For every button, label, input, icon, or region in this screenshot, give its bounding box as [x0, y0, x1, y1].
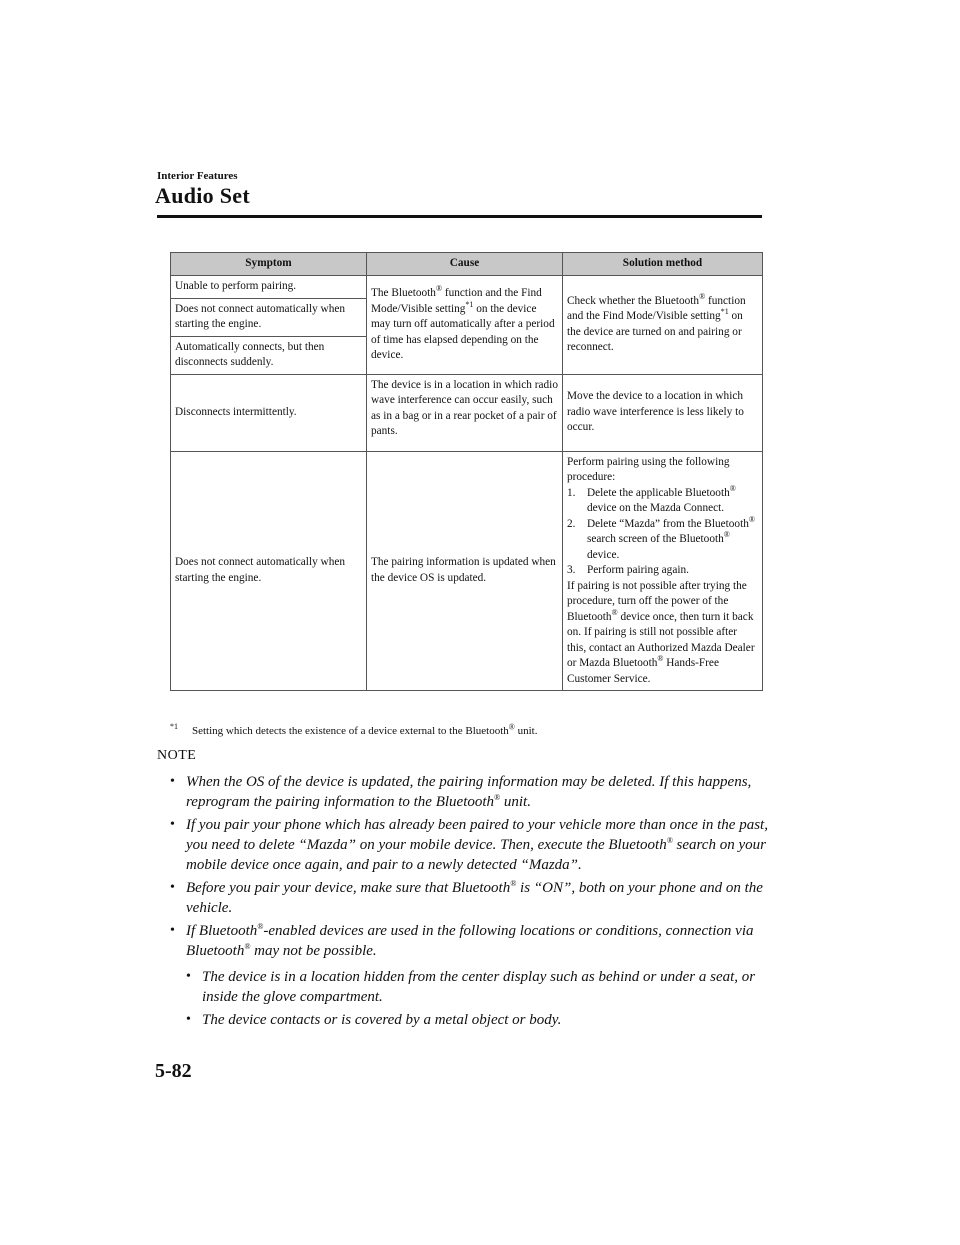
header-rule — [157, 215, 762, 218]
solution-outro: If pairing is not possible after trying the procedure, turn off the power of the Bluetooth® device once, then turn it back on. If pairing is still not possible after this, contact an Authorized Mazda Dealer or Mazda Bluetooth® Hands-Free Customer Service. — [567, 579, 755, 685]
solution-cell — [563, 451, 763, 691]
symptom-cell: Does not connect automatically when starting the engine. — [171, 451, 367, 691]
symptom-cell: Disconnects intermittently. — [171, 374, 367, 451]
page-number: 5-82 — [155, 1060, 192, 1082]
note-item: • If Bluetooth®-enabled devices are used in the following locations or conditions, connection via Bluetooth® may not be possible. — [170, 922, 754, 959]
cause-cell: The Bluetooth® function and the Find Mode/Visible setting$^{*1}$ on the device may turn off automatically after a period of time has elapsed depending on the device. — [367, 276, 563, 375]
bullet-icon: • — [170, 774, 175, 789]
solution-cell: Check whether the Bluetooth® function and the Find Mode/Visible setting$^{*1}$ on the device are turned on and pairing or reconnect. — [563, 276, 763, 375]
procedure-step: 3. Perform pairing again. — [567, 564, 689, 576]
note-item: • When the OS of the device is updated, the pairing information may be deleted. If this happens, reprogram the pairing information to the Bluetooth® unit. — [170, 774, 752, 810]
bullet-icon: • — [170, 923, 175, 938]
cause-cell: The pairing information is updated when the device OS is updated. — [367, 451, 563, 691]
note-item: • Before you pair your device, make sure that Bluetooth® is “ON”, both on your phone and on the vehicle. — [170, 879, 763, 916]
symptom-cell: Automatically connects, but then disconnects suddenly. — [171, 336, 367, 374]
solution-cell: Move the device to a location in which radio wave interference is less likely to occur. — [563, 374, 763, 451]
symptom-cell: Unable to perform pairing. — [171, 276, 367, 299]
footnote: $^{*1}$ Setting which detects the existence of a device external to the Bluetooth® unit. — [170, 722, 538, 737]
procedure-steps — [567, 483, 758, 579]
header-solution: Solution method — [563, 253, 763, 276]
bullet-icon: • — [170, 880, 175, 895]
procedure-step: 1. Delete the applicable Bluetooth® device on the Mazda Connect. — [567, 483, 736, 514]
procedure-step: 2. Delete “Mazda” from the Bluetooth® search screen of the Bluetooth® device. — [567, 514, 755, 561]
note-subitem: • The device is in a location hidden from the center display such as behind or under a seat, or inside the glove compartment. — [186, 969, 756, 1005]
bullet-icon: • — [186, 969, 191, 984]
table-row — [171, 276, 763, 299]
header-symptom: Symptom — [171, 253, 367, 276]
symptom-cell: Does not connect automatically when starting the engine. — [171, 298, 367, 336]
header-cause: Cause — [367, 253, 563, 276]
note-item: • If you pair your phone which has already been paired to your vehicle more than once in the past, you need to delete “Mazda” on your mobile device. Then, execute the Bluetooth® search on your mobile device once again, and pair to a newly detected “Mazda”. — [170, 817, 768, 873]
section-label: Interior Features — [157, 170, 238, 182]
cause-cell: The device is in a location in which radio wave interference can occur easily, such as in a bag or in a rear pocket of a pair of pants. — [367, 374, 563, 451]
troubleshooting-table — [170, 252, 763, 691]
table-row — [171, 451, 763, 691]
solution-intro: Perform pairing using the following procedure: — [567, 455, 730, 483]
note-heading: NOTE — [157, 748, 197, 763]
note-subitem: • The device contacts or is covered by a metal object or body. — [186, 1012, 562, 1028]
bullet-icon: • — [186, 1012, 191, 1027]
bullet-icon: • — [170, 817, 175, 832]
table-header-row — [171, 253, 763, 276]
note-sublist — [186, 967, 770, 1030]
page-title: Audio Set — [155, 183, 250, 208]
note-list — [170, 772, 770, 1033]
table-row — [171, 374, 763, 451]
